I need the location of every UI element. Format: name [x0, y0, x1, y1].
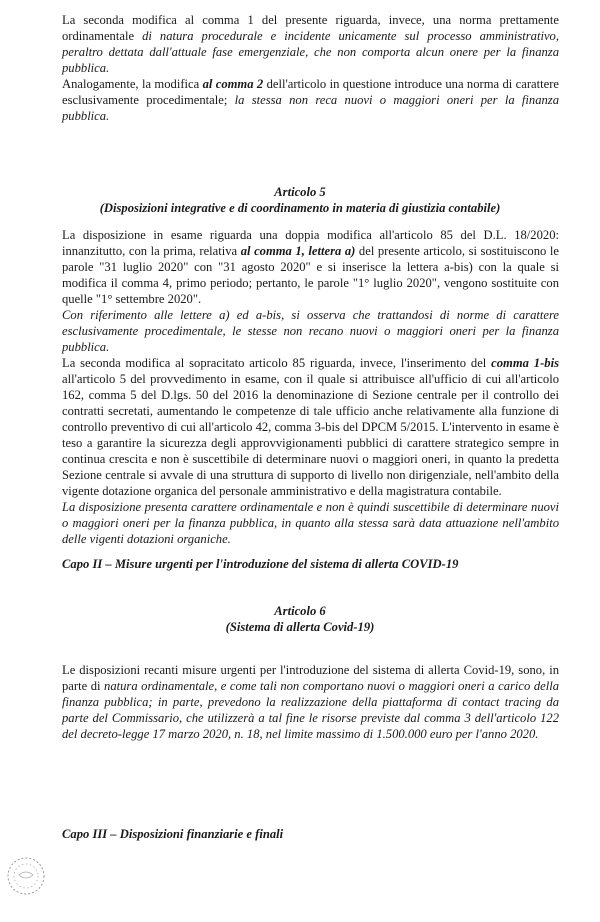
art5-p1-text: La disposizione in esame riguarda una doppia modifica all'articolo 85 del D.L. 18/2020: innanzitutto, con la prima, relativa [62, 228, 559, 258]
intro-paragraph-1 [62, 12, 559, 76]
capo-2-heading: Capo II – Misure urgenti per l'introduzione del sistema di allerta COVID-19 [62, 557, 459, 571]
art5-p3-bold: comma 1-bis [491, 356, 559, 370]
art5-p3-text: La seconda modifica al sopracitato articolo 85 riguarda, invece, l'inserimento del [62, 356, 492, 370]
article-6-title: Articolo 6 [274, 604, 326, 618]
capo-3-heading: Capo III – Disposizioni finanziarie e finali [62, 827, 284, 841]
article-6-heading [0, 603, 600, 635]
article-5-body [62, 227, 559, 547]
stamp-seal-icon [5, 855, 47, 897]
intro-p2-text: Analogamente, la modifica [62, 77, 203, 91]
article-5-subtitle: (Disposizioni integrative e di coordinamento in materia di giustizia contabile) [99, 201, 501, 215]
article-5-paragraph-3 [62, 355, 559, 499]
art5-p1-text-2: del presente articolo, si sostituiscono le parole "31 luglio 2020" con "31 agosto 2020" e si inserisce la lettera a-bis) con la quale si modifica il comma 4, primo periodo; pertanto, le parole "1° luglio 2020", vengono sostituite con quelle "1° settembre 2020". [62, 244, 559, 306]
intro-p2-bold: al comma 2 [202, 77, 264, 91]
article-6-subtitle: (Sistema di allerta Covid-19) [225, 620, 375, 634]
intro-p1-text: La seconda modifica al comma 1 del presente riguarda, invece, una norma prettamente ordinamentale [62, 13, 559, 43]
intro-section [62, 12, 559, 124]
art6-p1-text: Le disposizioni recanti misure urgenti per l'introduzione del sistema di allerta Covid-19, sono, in parte di [62, 663, 559, 693]
article-5-paragraph-2: Con riferimento alle lettere a) ed a-bis, si osserva che trattandosi di norme di carattere esclusivamente procedimentale, le stesse non recano nuovi o maggiori oneri per la finanza pubblica. [62, 308, 559, 354]
article-6-paragraph-1 [62, 662, 559, 742]
art6-p1-italic: natura ordinamentale, e come tali non comportano nuovi o maggiori oneri a carico della finanza pubblica; in parte, prevedono la realizzazione della piattaforma di contact tracing da parte del Commissario, che utilizzerà a tal fine le risorse previste dal comma 3 dell'articolo 122 del decreto-legge 17 marzo 2020, n. 18, nel limite massimo di 1.500.000 euro per l'anno 2020. [62, 679, 560, 741]
art5-p1-bold: al comma 1, lettera a) [240, 244, 356, 258]
intro-p1-italic: di natura procedurale e incidente unicamente sul processo amministrativo, peraltro dettata dall'attuale fase emergenziale, che non comporta alcun onere per la finanza pubblica. [62, 29, 560, 75]
intro-paragraph-2 [62, 76, 559, 124]
article-6-body [62, 662, 559, 742]
article-5-paragraph-4: La disposizione presenta carattere ordinamentale e non è quindi suscettibile di determinare nuovi o maggiori oneri per la finanza pubblica, in quanto alla stessa sarà data attuazione nell'ambito delle vigenti dotazioni organiche. [62, 500, 559, 546]
art5-p3-text-2: all'articolo 5 del provvedimento in esame, con il quale si attribuisce all'ufficio di cui all'articolo 162, comma 5 del D.lgs. 50 del 2016 la denominazione di Sezione centrale per il controllo dei contratti secretati, aumentando le competenze di tale ufficio anche relativamente alla funzione di controllo preventivo di cui all'articolo 42, comma 3-bis del DPCM 5/2015. L'intervento in esame è teso a garantire la sicurezza degli approvvigionamenti pubblici di carattere strategico sempre in continua crescita e non è suscettibile di determinare nuovi o maggiori oneri, in quanto la predetta Sezione centrale si avvale di una struttura di supporto di livello non dirigenziale, nell'ambito della vigente dotazione organica del personale amministrativo e della magistratura contabile. [62, 372, 559, 498]
article-5-heading [0, 184, 600, 216]
article-5-title: Articolo 5 [274, 185, 326, 199]
intro-p2-text-2: dell'articolo in questione introduce una norma di carattere esclusivamente procedimentale; [62, 77, 559, 107]
article-5-paragraph-1 [62, 227, 559, 307]
intro-p2-italic: la stessa non reca nuovi o maggiori oneri per la finanza pubblica. [62, 93, 559, 123]
